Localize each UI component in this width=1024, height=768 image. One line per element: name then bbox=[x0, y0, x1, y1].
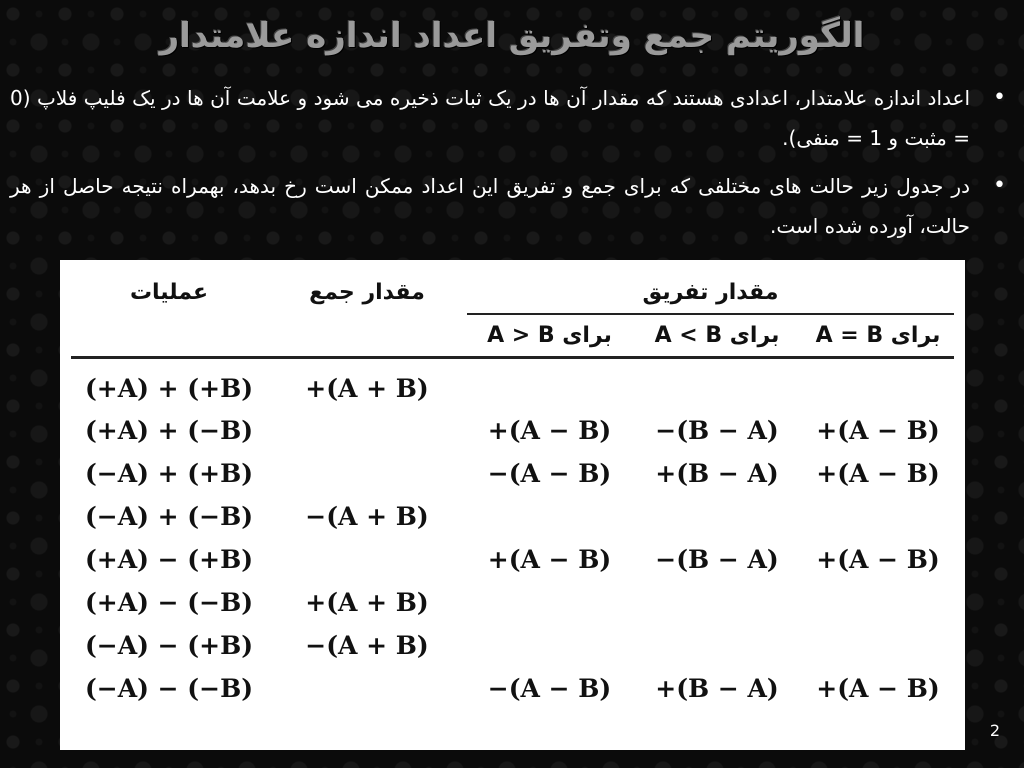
page-number: 2 bbox=[989, 721, 1000, 740]
cell-sub-a-gt-b bbox=[467, 495, 632, 538]
table-row bbox=[71, 495, 954, 538]
cell-operation: (+A) − (+B) bbox=[84, 545, 254, 574]
bullet-list bbox=[10, 78, 1010, 254]
operations-table-image bbox=[60, 260, 965, 750]
table-row bbox=[71, 358, 954, 410]
cell-add: −(A + B) bbox=[305, 502, 429, 531]
bullet-text: در جدول زیر حالت های مختلفی که برای جمع و تفریق این اعداد ممکن است رخ بدهد، بهمراه نتیجه حاصل از هر حالت، آورده شده است. bbox=[10, 174, 970, 238]
cell-sub-a-gt-b: +(A − B) bbox=[487, 416, 612, 445]
cell-sub-a-gt-b bbox=[467, 624, 632, 667]
bullet-dot-icon: • bbox=[993, 173, 1006, 198]
header-a-gt-b: برای A > B bbox=[467, 314, 632, 358]
cell-operation: (−A) − (−B) bbox=[84, 674, 254, 703]
header-operations: عملیات bbox=[71, 272, 267, 358]
cell-sub-a-gt-b bbox=[467, 358, 632, 410]
bullet-dot-icon: • bbox=[993, 85, 1006, 110]
cell-sub-a-eq-b bbox=[802, 581, 954, 624]
slide-title: الگوریتم جمع وتفریق اعداد اندازه علامتدار bbox=[159, 16, 865, 56]
cell-add: −(A + B) bbox=[305, 631, 429, 660]
cell-sub-a-lt-b: −(B − A) bbox=[655, 416, 779, 445]
cell-operation: (+A) − (−B) bbox=[84, 588, 254, 617]
cell-sub-a-lt-b bbox=[632, 495, 802, 538]
cell-sub-a-gt-b: −(A − B) bbox=[487, 459, 612, 488]
header-a-eq-b: برای A = B bbox=[802, 314, 954, 358]
cell-sub-a-lt-b bbox=[632, 581, 802, 624]
header-a-lt-b: برای A < B bbox=[632, 314, 802, 358]
cell-add bbox=[267, 538, 467, 581]
cell-operation: (+A) + (−B) bbox=[84, 416, 254, 445]
cell-sub-a-lt-b: +(B − A) bbox=[655, 674, 779, 703]
cell-sub-a-gt-b: −(A − B) bbox=[487, 674, 612, 703]
cell-add: +(A + B) bbox=[305, 588, 429, 617]
cell-operation: (−A) + (+B) bbox=[84, 459, 254, 488]
cell-sub-a-eq-b: +(A − B) bbox=[816, 459, 940, 488]
table-row bbox=[71, 452, 954, 495]
table-row bbox=[71, 624, 954, 667]
cell-operation: (+A) + (+B) bbox=[84, 373, 254, 403]
table-row bbox=[71, 667, 954, 710]
cell-sub-a-gt-b: +(A − B) bbox=[487, 545, 612, 574]
cell-sub-a-lt-b: +(B − A) bbox=[655, 459, 779, 488]
cell-operation: (−A) − (+B) bbox=[84, 631, 254, 660]
cell-sub-a-lt-b bbox=[632, 358, 802, 410]
cell-sub-a-eq-b: +(A − B) bbox=[816, 416, 940, 445]
bullet-item bbox=[10, 166, 1010, 246]
header-add: مقدار جمع bbox=[267, 272, 467, 358]
cell-operation: (−A) + (−B) bbox=[84, 502, 254, 531]
bullet-item bbox=[10, 78, 1010, 158]
cell-sub-a-lt-b: −(B − A) bbox=[655, 545, 779, 574]
cell-add bbox=[267, 452, 467, 495]
cell-sub-a-eq-b bbox=[802, 495, 954, 538]
operations-table bbox=[71, 272, 954, 710]
cell-sub-a-lt-b bbox=[632, 624, 802, 667]
cell-add bbox=[267, 667, 467, 710]
cell-sub-a-eq-b bbox=[802, 624, 954, 667]
cell-add: +(A + B) bbox=[305, 373, 429, 403]
cell-add bbox=[267, 409, 467, 452]
cell-sub-a-eq-b: +(A − B) bbox=[816, 545, 940, 574]
cell-sub-a-gt-b bbox=[467, 581, 632, 624]
cell-sub-a-eq-b bbox=[802, 358, 954, 410]
table-row bbox=[71, 538, 954, 581]
table-row bbox=[71, 581, 954, 624]
bullet-text: اعداد اندازه علامتدار، اعدادی هستند که مقدار آن ها در یک ثبات ذخیره می شود و علامت آن ها در یک فلیپ فلاپ (0 = مثبت و 1 = منفی). bbox=[10, 86, 970, 150]
header-subtract: مقدار تفریق bbox=[467, 272, 954, 314]
table-row bbox=[71, 409, 954, 452]
cell-sub-a-eq-b: +(A − B) bbox=[816, 674, 940, 703]
